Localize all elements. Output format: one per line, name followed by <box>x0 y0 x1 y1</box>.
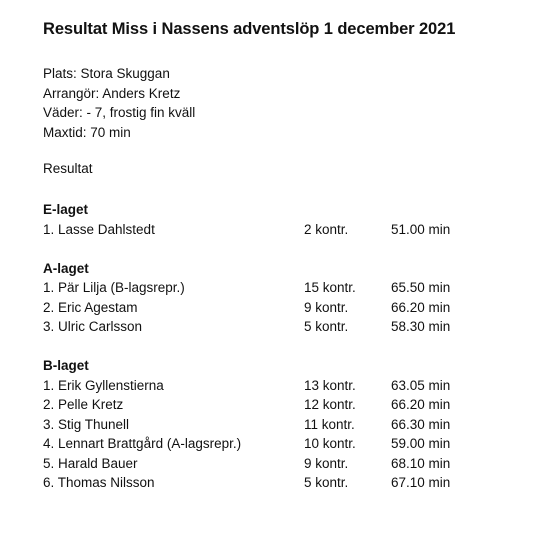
runner-controls: 9 kontr. <box>304 455 349 471</box>
results-group <box>43 356 483 493</box>
info-organizer: Arrangör: Anders Kretz <box>43 85 181 101</box>
runner-name: 2. Pelle Kretz <box>43 397 124 412</box>
runner-time: 66.30 min <box>391 416 451 432</box>
runner-time: 66.20 min <box>391 397 451 412</box>
result-row <box>43 454 483 474</box>
result-row <box>43 434 483 454</box>
result-row <box>43 395 483 415</box>
result-row <box>43 278 483 298</box>
runner-name: 6. Thomas Nilsson <box>43 475 155 490</box>
info-place: Plats: Stora Skuggan <box>43 66 170 81</box>
results-list <box>43 200 483 512</box>
runner-controls: 5 kontr. <box>304 319 349 334</box>
runner-controls: 11 kontr. <box>304 416 355 432</box>
runner-controls: 2 kontr. <box>304 221 349 237</box>
runner-time: 59.00 min <box>391 436 451 451</box>
runner-name: 5. Harald Bauer <box>43 455 138 471</box>
result-row <box>43 317 483 337</box>
result-row <box>43 415 483 435</box>
runner-time: 58.30 min <box>391 319 451 334</box>
group-title: E-laget <box>43 202 89 217</box>
runner-name: 3. Stig Thunell <box>43 416 130 432</box>
runner-controls: 9 kontr. <box>304 299 349 315</box>
runner-controls: 5 kontr. <box>304 475 349 490</box>
runner-name: 3. Ulric Carlsson <box>43 319 143 334</box>
runner-name: 1. Erik Gyllenstierna <box>43 377 164 393</box>
runner-time: 63.05 min <box>391 377 451 393</box>
info-maxtime: Maxtid: 70 min <box>43 124 131 140</box>
results-group <box>43 259 483 337</box>
runner-controls: 12 kontr. <box>304 397 356 412</box>
result-row <box>43 220 483 240</box>
group-title: A-laget <box>43 260 89 276</box>
runner-time: 65.50 min <box>391 280 451 295</box>
runner-controls: 15 kontr. <box>304 280 356 295</box>
result-row <box>43 298 483 318</box>
runner-time: 68.10 min <box>391 455 451 471</box>
result-row <box>43 376 483 396</box>
runner-time: 67.10 min <box>391 475 451 490</box>
info-weather: Väder: - 7, frostig fin kväll <box>43 105 196 120</box>
result-row <box>43 473 483 493</box>
document-title: Resultat Miss i Nassens adventslöp 1 december 2021 <box>43 20 456 38</box>
group-title: B-laget <box>43 358 89 373</box>
runner-time: 66.20 min <box>391 299 451 315</box>
runner-name: 1. Lasse Dahlstedt <box>43 221 155 237</box>
runner-controls: 10 kontr. <box>304 436 356 451</box>
runner-time: 51.00 min <box>391 221 451 237</box>
event-info <box>43 64 195 142</box>
runner-name: 4. Lennart Brattgård (A-lagsrepr.) <box>43 436 242 451</box>
runner-controls: 13 kontr. <box>304 377 356 393</box>
results-heading: Resultat <box>43 161 93 176</box>
results-group <box>43 200 483 239</box>
runner-name: 2. Eric Agestam <box>43 299 138 315</box>
runner-name: 1. Pär Lilja (B-lagsrepr.) <box>43 280 185 295</box>
